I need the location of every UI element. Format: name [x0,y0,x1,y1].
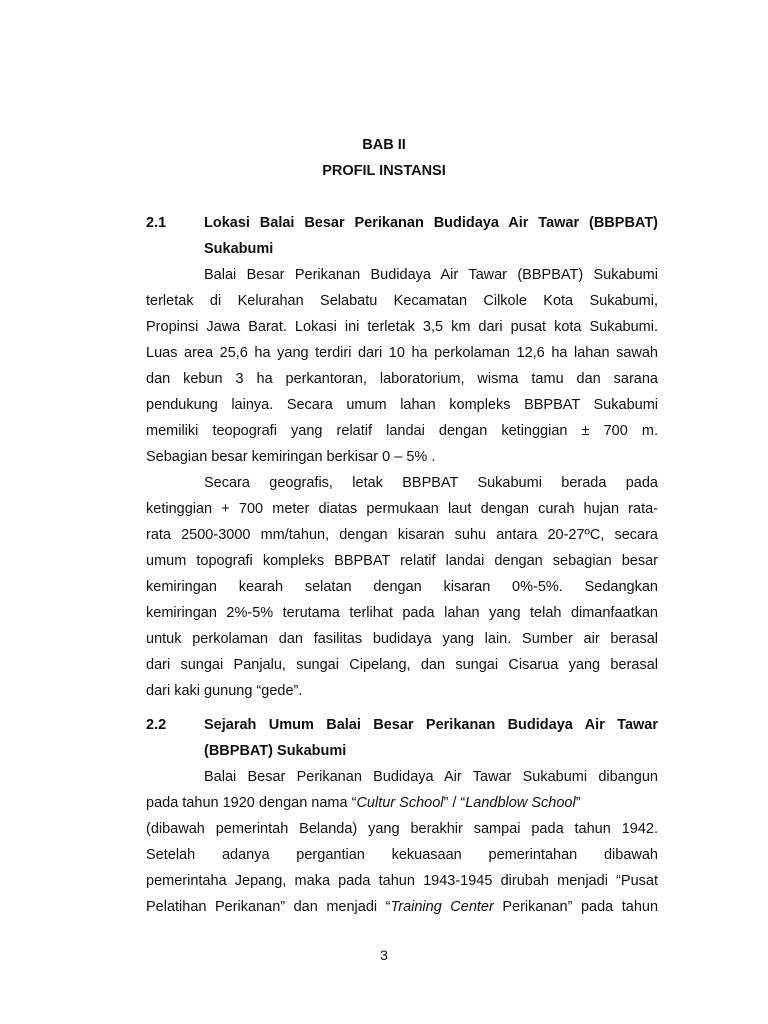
paragraph-line [146,894,658,920]
paragraph-line: kemiringan 2%-5% terutama terlihat pada lahan yang telah dimanfaatkan [146,605,658,621]
section-title: Lokasi Balai Besar Perikanan Budidaya Air Tawar (BBPBAT) [204,215,658,231]
section-number: 2.2 [146,717,167,733]
paragraph-line: memiliki teopografi yang relatif landai dengan ketinggian ± 700 m. [146,423,658,439]
paragraph-line: pendukung lainya. Secara umum lahan kompleks BBPBAT Sukabumi [146,397,658,413]
paragraph-line: Balai Besar Perikanan Budidaya Air Tawar Sukabumi dibangun [204,769,658,785]
paragraph-line: dari kaki gunung “gede”. [146,683,303,699]
paragraph-line: terletak di Kelurahan Selabatu Kecamatan Cilkole Kota Sukabumi, [146,293,658,309]
italic-term: Training Center [390,899,494,915]
text-run: pada tahun 1920 dengan nama “ [146,795,357,811]
italic-term: Landblow School [465,795,576,811]
section-title-continued: (BBPBAT) Sukabumi [204,743,347,759]
paragraph-line: ketinggian + 700 meter diatas permukaan laut dengan curah hujan rata- [146,501,658,517]
text-run: ” / “ [443,795,466,811]
section-title: Sejarah Umum Balai Besar Perikanan Budidaya Air Tawar [204,717,658,733]
paragraph-line: Balai Besar Perikanan Budidaya Air Tawar (BBPBAT) Sukabumi [204,267,658,283]
paragraph-line: Setelah adanya pergantian kekuasaan pemerintahan dibawah [146,847,658,863]
chapter-title: PROFIL INSTANSI [322,163,446,179]
text-run: ” [575,795,581,811]
paragraph-line: untuk perkolaman dan fasilitas budidaya yang lain. Sumber air berasal [146,631,658,647]
text-run: Pelatihan Perikanan” dan menjadi “ [146,899,391,915]
text-run: Perikanan” pada tahun [493,899,658,915]
section-title-continued: Sukabumi [204,241,274,257]
paragraph-line: pemerintaha Jepang, maka pada tahun 1943-1945 dirubah menjadi “Pusat [146,873,658,889]
italic-term: Cultur School [356,795,444,811]
paragraph-line: dan kebun 3 ha perkantoran, laboratorium, wisma tamu dan sarana [146,371,658,387]
paragraph-line: kemiringan kearah selatan dengan kisaran 0%-5%. Sedangkan [146,579,658,595]
paragraph-line: (dibawah pemerintah Belanda) yang berakhir sampai pada tahun 1942. [146,821,658,837]
paragraph-line: Sebagian besar kemiringan berkisar 0 – 5% . [146,449,436,465]
page-number: 3 [380,947,388,963]
chapter-label: BAB II [362,137,406,153]
paragraph-line: Luas area 25,6 ha yang terdiri dari 10 ha perkolaman 12,6 ha lahan sawah [146,345,658,361]
paragraph-line: umum topografi kompleks BBPBAT relatif landai dengan sebagian besar [146,553,658,569]
paragraph-line [146,790,658,816]
paragraph-line: Secara geografis, letak BBPBAT Sukabumi berada pada [204,475,658,491]
paragraph-line: Propinsi Jawa Barat. Lokasi ini terletak 3,5 km dari pusat kota Sukabumi. [146,319,658,335]
section-number: 2.1 [146,215,167,231]
paragraph-line: dari sungai Panjalu, sungai Cipelang, dan sungai Cisarua yang berasal [146,657,658,673]
paragraph-line: rata 2500-3000 mm/tahun, dengan kisaran suhu antara 20-27ºC, secara [146,527,658,543]
